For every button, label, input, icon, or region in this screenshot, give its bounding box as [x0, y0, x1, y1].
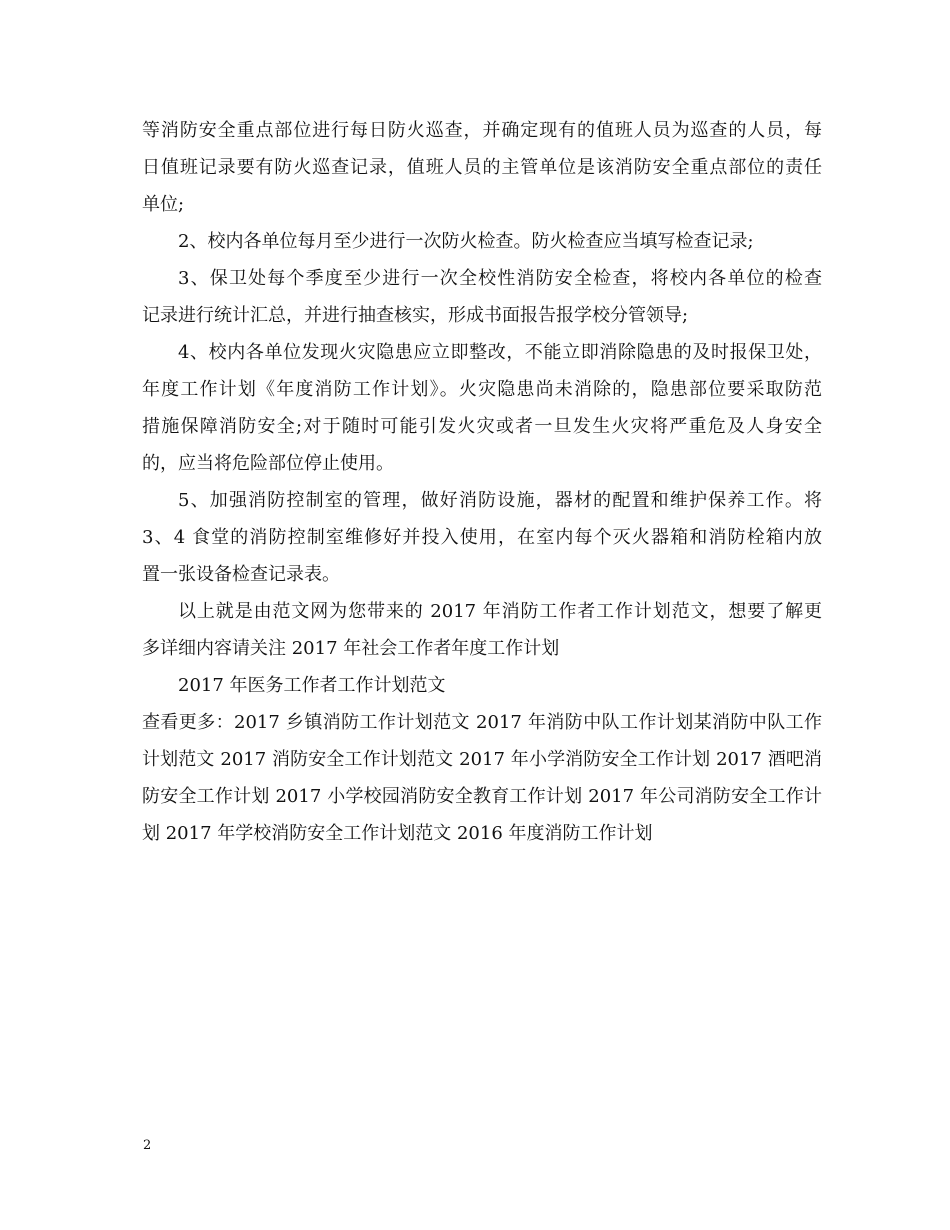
paragraph-item-3: [142, 260, 822, 334]
text-line: 等消防安全重点部位进行每日防火巡查，并确定现有的值班人员为巡查的人员，每: [142, 120, 822, 141]
text-line: 2017 年医务工作者工作计划范文: [178, 675, 446, 696]
paragraph-item-2: [142, 223, 822, 260]
paragraph-continuation: [142, 112, 822, 223]
text-line: 多详细内容请关注 2017 年社会工作者年度工作计划: [142, 638, 560, 659]
text-line: 单位;: [142, 194, 185, 215]
paragraph-item-4: [142, 334, 822, 482]
text-line: 计划范文 2017 消防安全工作计划范文 2017 年小学消防安全工作计划 2017 酒吧消: [142, 749, 822, 770]
text-line: 划 2017 年学校消防安全工作计划范文 2016 年度消防工作计划: [142, 823, 653, 844]
text-line: 查看更多：2017 乡镇消防工作计划范文 2017 年消防中队工作计划某消防中队工作: [142, 712, 822, 733]
text-line: 5、加强消防控制室的管理，做好消防设施，器材的配置和维护保养工作。将: [178, 490, 822, 511]
text-line: 日值班记录要有防火巡查记录，值班人员的主管单位是该消防安全重点部位的责任: [142, 157, 822, 178]
text-line: 记录进行统计汇总，并进行抽查核实，形成书面报告报学校分管领导;: [142, 305, 689, 326]
paragraph-related-title: [142, 667, 822, 704]
text-line: 3、4 食堂的消防控制室维修好并投入使用，在室内每个灭火器箱和消防栓箱内放: [142, 527, 822, 548]
text-line: 置一张设备检查记录表。: [142, 564, 340, 585]
page-number: 2: [143, 1138, 152, 1153]
text-line: 2、校内各单位每月至少进行一次防火检查。防火检查应当填写检查记录;: [178, 231, 754, 252]
text-line: 的，应当将危险部位停止使用。: [142, 453, 394, 474]
document-body: [142, 112, 822, 852]
paragraph-see-more: [142, 704, 822, 852]
text-line: 以上就是由范文网为您带来的 2017 年消防工作者工作计划范文，想要了解更: [178, 601, 822, 622]
text-line: 3、保卫处每个季度至少进行一次全校性消防安全检查，将校内各单位的检查: [178, 268, 822, 289]
text-line: 年度工作计划《年度消防工作计划》。火灾隐患尚未消除的，隐患部位要采取防范: [142, 379, 822, 400]
paragraph-closing: [142, 593, 822, 667]
paragraph-item-5: [142, 482, 822, 593]
text-line: 4、校内各单位发现火灾隐患应立即整改，不能立即消除隐患的及时报保卫处，: [178, 342, 822, 363]
text-line: 措施保障消防安全;对于随时可能引发火灾或者一旦发生火灾将严重危及人身安全: [142, 416, 822, 437]
text-line: 防安全工作计划 2017 小学校园消防安全教育工作计划 2017 年公司消防安全工作计: [142, 786, 822, 807]
